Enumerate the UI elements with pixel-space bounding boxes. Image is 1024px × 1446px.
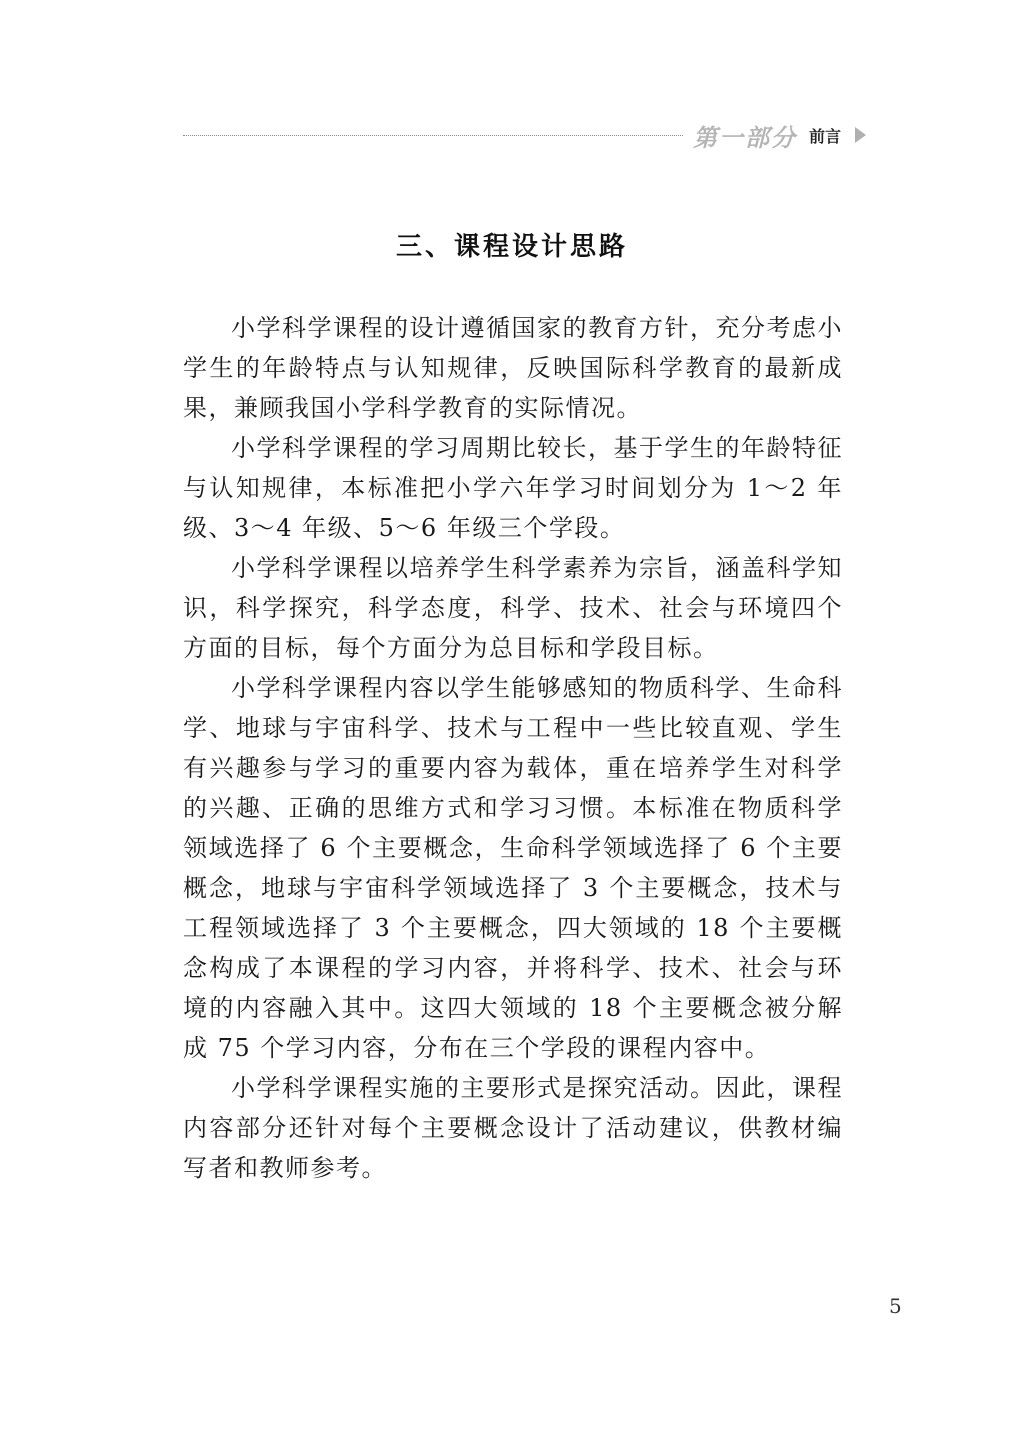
triangle-right-icon — [855, 127, 866, 143]
page-number: 5 — [889, 1294, 902, 1318]
section-heading: 三、课程设计思路 — [395, 232, 628, 262]
paragraph: 小学科学课程的学习周期比较长，基于学生的年龄特征与认知规律，本标准把小学六年学习时间划分为 1～2 年级、3～4 年级、5～6 年级三个学段。 — [183, 434, 843, 542]
paragraph: 小学科学课程内容以学生能够感知的物质科学、生命科学、地球与宇宙科学、技术与工程中一些比较直观、学生有兴趣参与学习的重要内容为载体，重在培养学生对科学的兴趣、正确的思维方式和学习习惯。本标准在物质科学领域选择了 6 个主要概念，生命科学领域选择了 6 个主要概念，地球与宇宙科学领域选择了 3 个主要概念，技术与工程领域选择了 3 个主要概念，四大领域的 18 个主要概念构成了本课程的学习内容，并将科学、技术、社会与环境的内容融入其中。这四大领域的 18 个主要概念被分解成 75 个学习内容，分布在三个学段的课程内容中。 — [183, 674, 843, 1062]
paragraph: 小学科学课程的设计遵循国家的教育方针，充分考虑小学生的年龄特点与认知规律，反映国际科学教育的最新成果，兼顾我国小学科学教育的实际情况。 — [183, 314, 843, 422]
header-section-label: 前言 — [809, 127, 842, 146]
header-dotted-rule — [183, 135, 683, 136]
running-header — [183, 116, 873, 152]
paragraph: 小学科学课程以培养学生科学素养为宗旨，涵盖科学知识，科学探究，科学态度，科学、技术、社会与环境四个方面的目标，每个方面分为总目标和学段目标。 — [183, 554, 843, 662]
header-part-label: 第一部分 — [693, 123, 797, 152]
body-text — [183, 308, 843, 1188]
paragraph: 小学科学课程实施的主要形式是探究活动。因此，课程内容部分还针对每个主要概念设计了活动建议，供教材编写者和教师参考。 — [183, 1074, 843, 1182]
